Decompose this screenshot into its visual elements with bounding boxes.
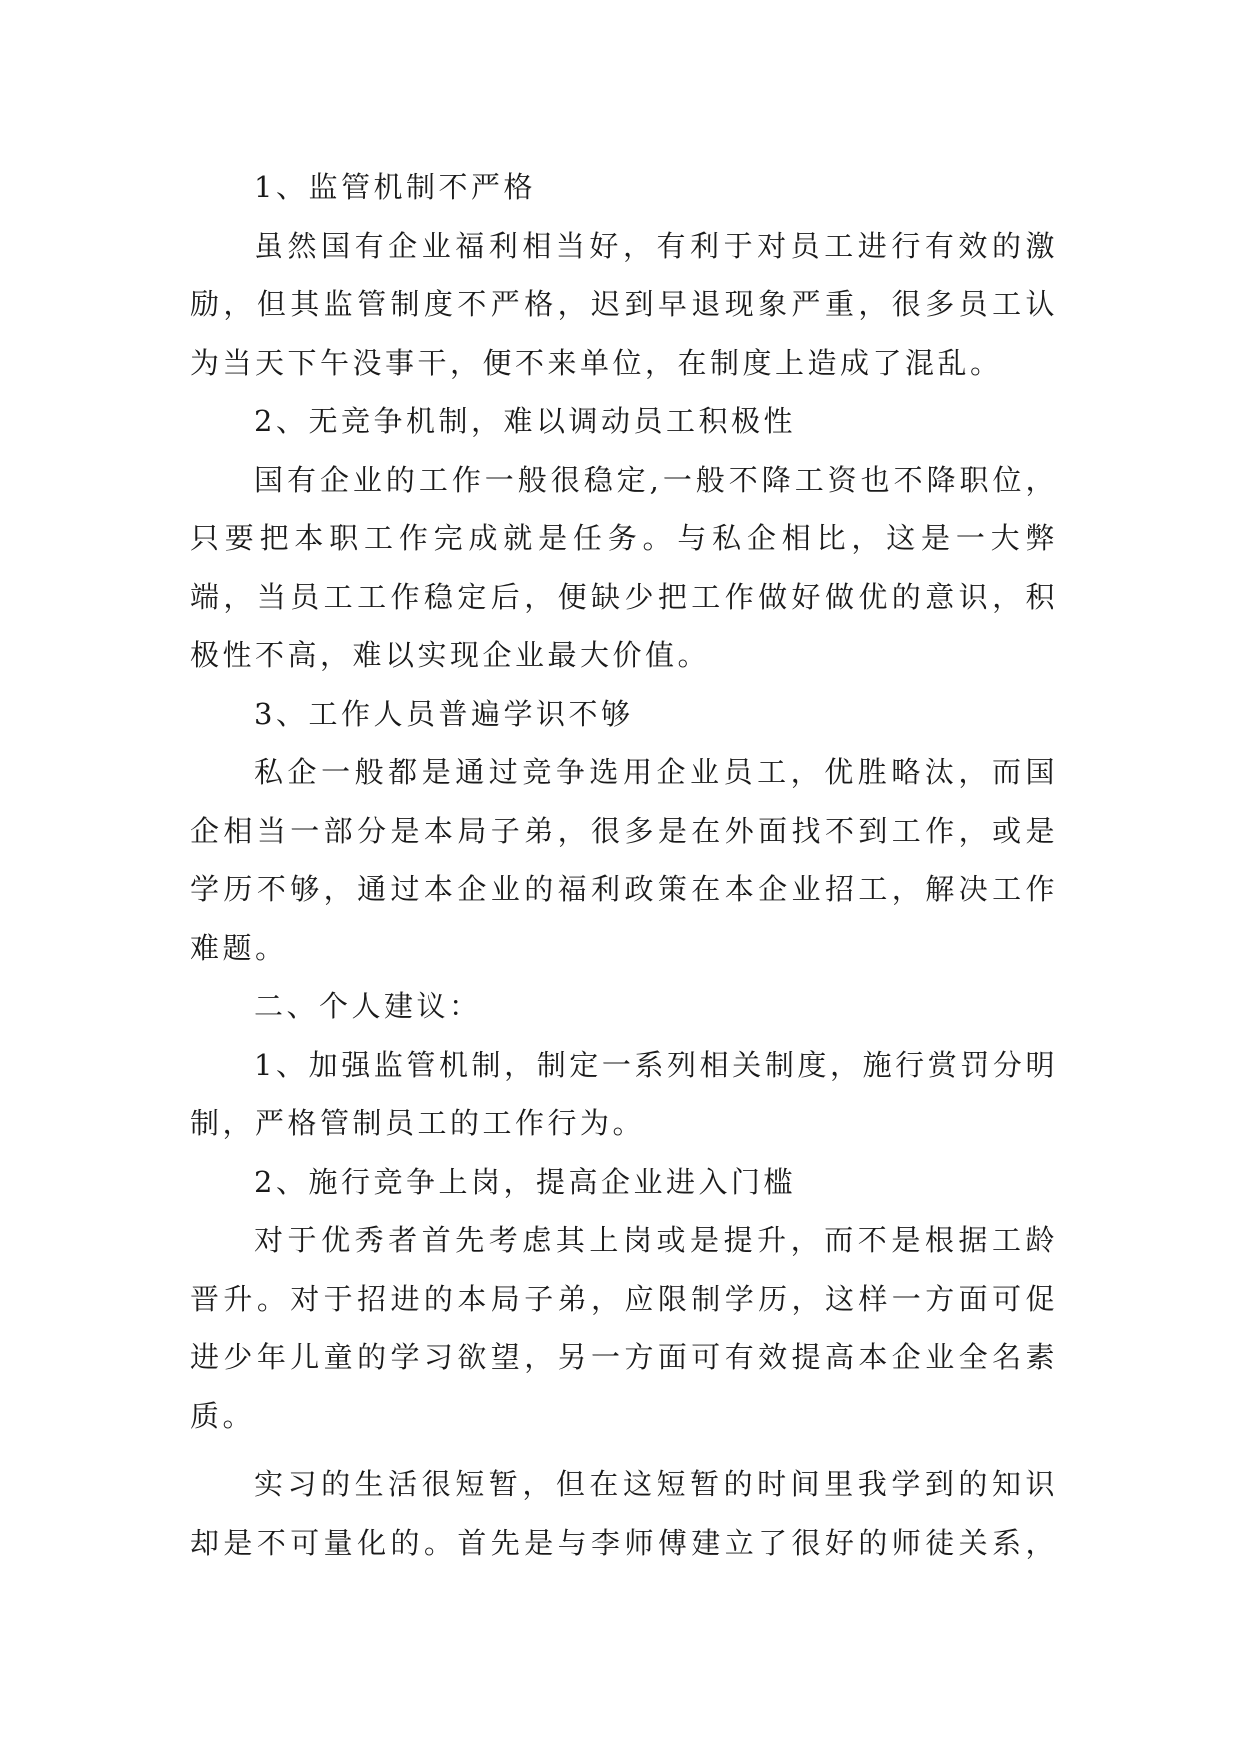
paragraph-supervision: 虽然国有企业福利相当好，有利于对员工进行有效的激励，但其监管制度不严格，迟到早退现象严重，很多员工认为当天下午没事干，便不来单位，在制度上造成了混乱。 (190, 228, 1058, 380)
heading-competition: 2、无竞争机制，难以调动员工积极性 (254, 404, 796, 438)
paragraph-knowledge: 私企一般都是通过竞争选用企业员工，优胜略汰，而国企相当一部分是本局子弟，很多是在外面找不到工作，或是学历不够，通过本企业的福利政策在本企业招工，解决工作难题。 (190, 755, 1058, 965)
heading-suggestions: 二、个人建议： (254, 989, 482, 1023)
internship-summary-paragraph: 实习的生活很短暂，但在这短暂的时间里我学到的知识却是不可量化的。首先是与李师傅建立了很好的师徒关系， (190, 1467, 1058, 1560)
heading-knowledge: 3、工作人员普遍学识不够 (254, 696, 634, 731)
paragraph-competition: 国有企业的工作一般很稳定,一般不降工资也不降职位，只要把本职工作完成就是任务。与私企相比，这是一大弊端，当员工工作稳定后，便缺少把工作做好做优的意识，积极性不高，难以实现企业最大价值。 (190, 462, 1058, 672)
heading-supervision: 1、监管机制不严格 (254, 170, 536, 204)
suggestion-2-heading: 2、施行竞争上岗，提高企业进入门槛 (254, 1164, 796, 1199)
suggestion-2-paragraph: 对于优秀者首先考虑其上岗或是提升，而不是根据工龄晋升。对于招进的本局子弟，应限制学历，这样一方面可促进少年儿童的学习欲望，另一方面可有效提高本企业全名素质。 (190, 1223, 1058, 1433)
document-body (190, 158, 1058, 1572)
suggestion-1: 1、加强监管机制，制定一系列相关制度，施行赏罚分明制，严格管制员工的工作行为。 (190, 1047, 1058, 1140)
